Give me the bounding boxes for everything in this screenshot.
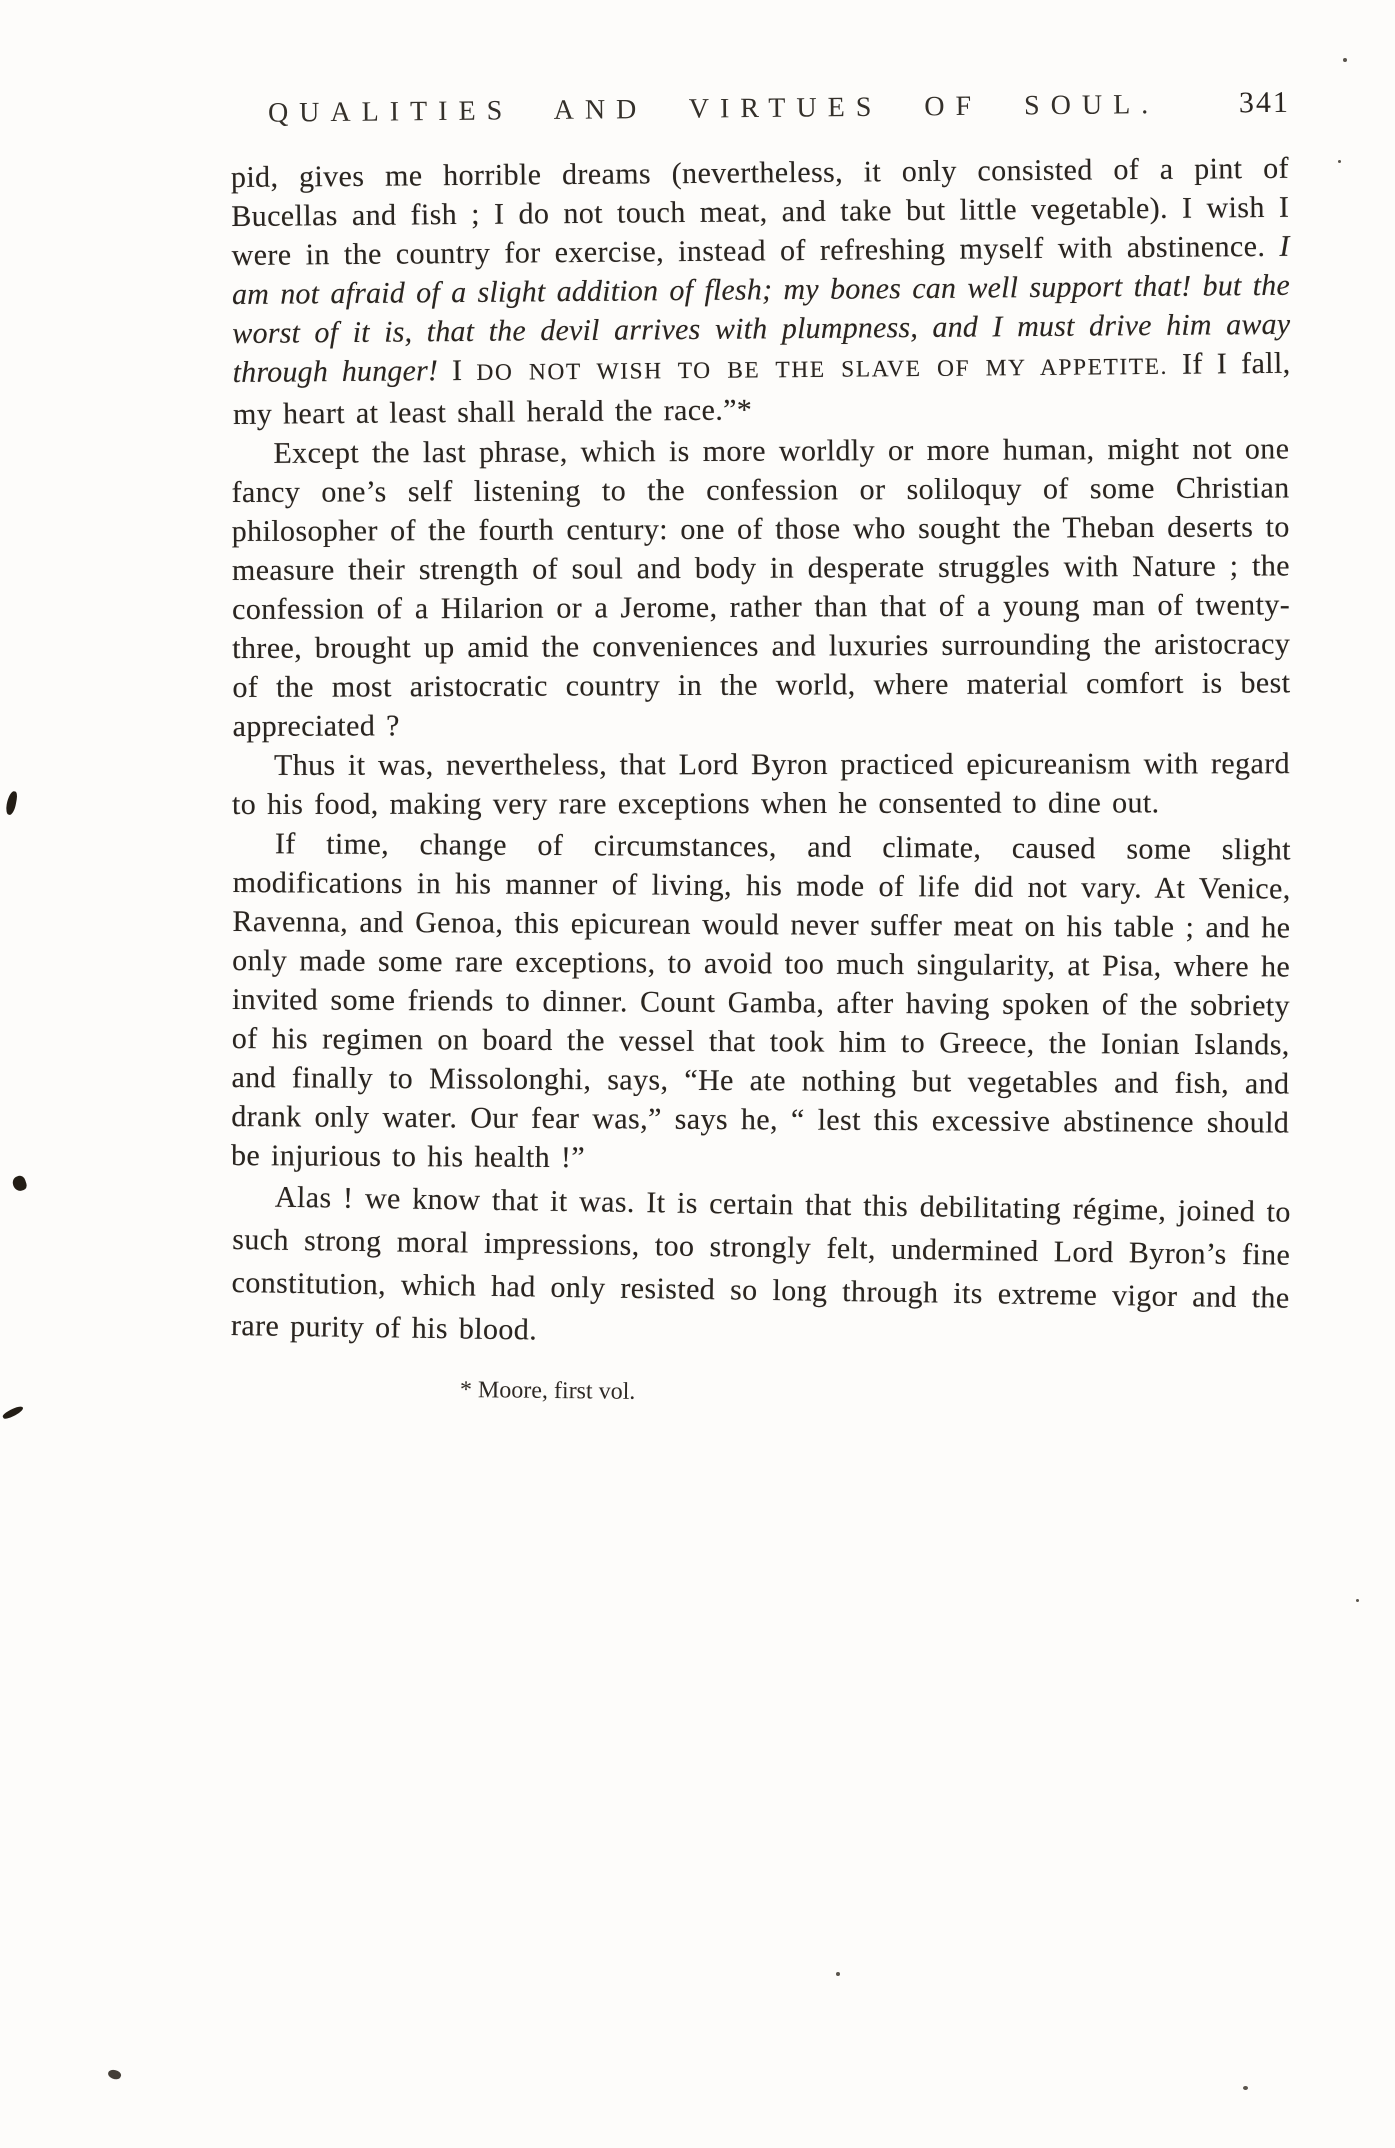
paragraph-4 <box>231 824 1291 1181</box>
paragraphs <box>230 151 1292 1347</box>
text-run-normal: Except the last phrase, which is more worldly or more human, might not one fancy one’s self listening to the confession or soliloquy of some Christian philosopher of the fourth century: one of those who sought the Theban deserts to measure their strength of soul and body in desperate struggles with Nature ; the confession of a Hilarion or a Jerome, rather than that of a young man of twenty-three, brought up amid the conveniences and luxuries surrounding the aristocracy of the most aristocratic country in the world, where material comfort is best appreciated ? <box>231 432 1291 743</box>
page-content <box>230 85 1292 1405</box>
running-title: QUALITIES AND VIRTUES OF SOUL. <box>267 89 1160 129</box>
ink-speck <box>11 1174 28 1192</box>
ink-speck <box>107 2068 123 2082</box>
paragraph-3 <box>232 744 1290 824</box>
scan-dot <box>1338 160 1341 163</box>
text-run-smallcaps: DO NOT WISH TO BE THE SLAVE OF MY APPETITE. <box>476 353 1169 386</box>
scan-dot <box>1243 2086 1248 2090</box>
text-run-normal: If I fall, my heart at least shall herald the race.”* <box>232 346 1291 431</box>
paragraph-1 <box>231 149 1291 434</box>
scan-dot <box>1356 1599 1359 1602</box>
text-run-normal: pid, gives me horrible dreams (nevertheless, it only consisted of a pint of Bucellas and fish ; I do not touch meat, and take but little vegetable). I wish I were in the country for exercise, instead of refreshing myself with abstinence. <box>230 151 1290 273</box>
text-run-normal: Thus it was, nevertheless, that Lord Byron practiced epicureanism with regard to his food, making very rare exceptions when he consented to dine out. <box>232 747 1290 821</box>
page-number: 341 <box>1238 85 1291 120</box>
footnote: * Moore, first vol. <box>459 1377 636 1405</box>
text-run-normal: Alas ! we know that it was. It is certain that this debilitating régime, joined to such strong moral impressions, too strongly felt, undermined Lord Byron’s fine constitution, which had only resisted so long through its extreme vigor and the rare purity of his blood. <box>230 1180 1292 1347</box>
text-run-normal: I <box>437 353 477 388</box>
paragraph-5 <box>231 1175 1291 1363</box>
text-run-italic: I am not afraid of a slight addition of flesh; my bones can well support that! but the worst of it is, that the devil arrives with plumpness, and I must drive him away through hunger! <box>231 229 1291 389</box>
ink-speck <box>2 1404 25 1421</box>
paragraph-2 <box>231 429 1290 746</box>
ink-speck <box>5 790 18 815</box>
scan-dot <box>1343 58 1347 62</box>
text-run-normal: If time, change of circumstances, and climate, caused some slight modifications in his manner of living, his mode of life did not vary. At Venice, Ravenna, and Genoa, this epicurean would never suffer meat on his table ; and he only made some rare exceptions, to avoid too much singularity, at Pisa, where he invited some friends to dinner. Count Gamba, after having spoken of the sobriety of his regimen on board the vessel that took him to Greece, the Ionian Islands, and finally to Missolonghi, says, “He ate nothing but vegetables and fish, and drank only water. Our fear was,” says he, “ lest this excessive abstinence should be injurious to his health !” <box>230 827 1292 1175</box>
page-header <box>232 86 1290 130</box>
scan-dot <box>836 1972 840 1976</box>
